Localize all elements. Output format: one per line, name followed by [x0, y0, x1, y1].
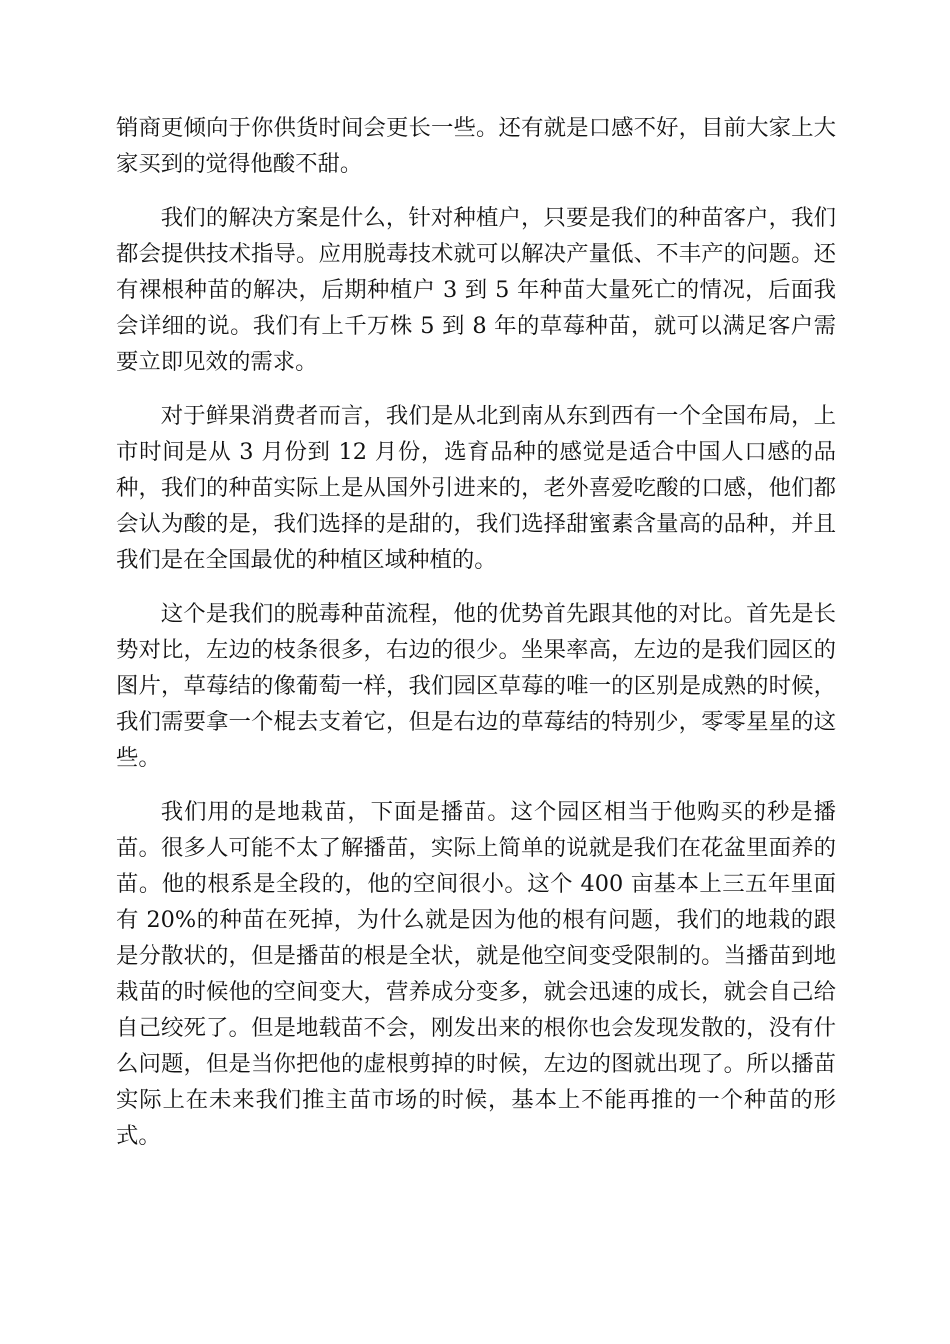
paragraph-seedling-process: 这个是我们的脱毒种苗流程，他的优势首先跟其他的对比。首先是长势对比，左边的枝条很多，右边的很少。坐果率高，左边的是我们园区的图片，草莓结的像葡萄一样，我们园区草莓的唯一的区别是成熟的时候，我们需要拿一个棍去支着它，但是右边的草莓结的特别少，零零星星的这些。: [116, 601, 836, 771]
paragraph-solution: 我们的解决方案是什么，针对种植户，只要是我们的种苗客户，我们都会提供技术指导。应用脱毒技术就可以解决产量低、不丰产的问题。还有裸根种苗的解决，后期种植户 3 到 5 年种苗大量死亡的情况，后面我会详细的说。我们有上千万株 5 到 8 年的草莓种苗，就可以满足客户需要立即见效的需求。: [116, 205, 836, 375]
paragraph-ground-seedlings: 我们用的是地栽苗，下面是播苗。这个园区相当于他购买的秒是播苗。很多人可能不太了解播苗，实际上简单的说就是我们在花盆里面养的苗。他的根系是全段的，他的空间很小。这个 400 亩基本上三五年里面有 20%的种苗在死掉，为什么就是因为他的根有问题，我们的地栽的跟是分散状的，但是播苗的根是全状，就是他空间变受限制的。当播苗到地栽苗的时候他的空间变大，营养成分变多，就会迅速的成长，就会自己给自己绞死了。但是地载苗不会，刚发出来的根你也会发现发散的，没有什么问题，但是当你把他的虚根剪掉的时候，左边的图就出现了。所以播苗实际上在未来我们推主苗市场的时候，基本上不能再推的一个种苗的形式。: [116, 799, 836, 1149]
paragraph-continuation: 销商更倾向于你供货时间会更长一些。还有就是口感不好，目前大家上大家买到的觉得他酸不甜。: [116, 115, 836, 177]
paragraph-consumers: 对于鲜果消费者而言，我们是从北到南从东到西有一个全国布局，上市时间是从 3 月份到 12 月份，选育品种的感觉是适合中国人口感的品种，我们的种苗实际上是从国外引进来的，老外喜爱吃酸的口感，他们都会认为酸的是，我们选择的是甜的，我们选择甜蜜素含量高的品种，并且我们是在全国最优的种植区域种植的。: [116, 403, 836, 573]
document-body: [116, 110, 836, 1172]
